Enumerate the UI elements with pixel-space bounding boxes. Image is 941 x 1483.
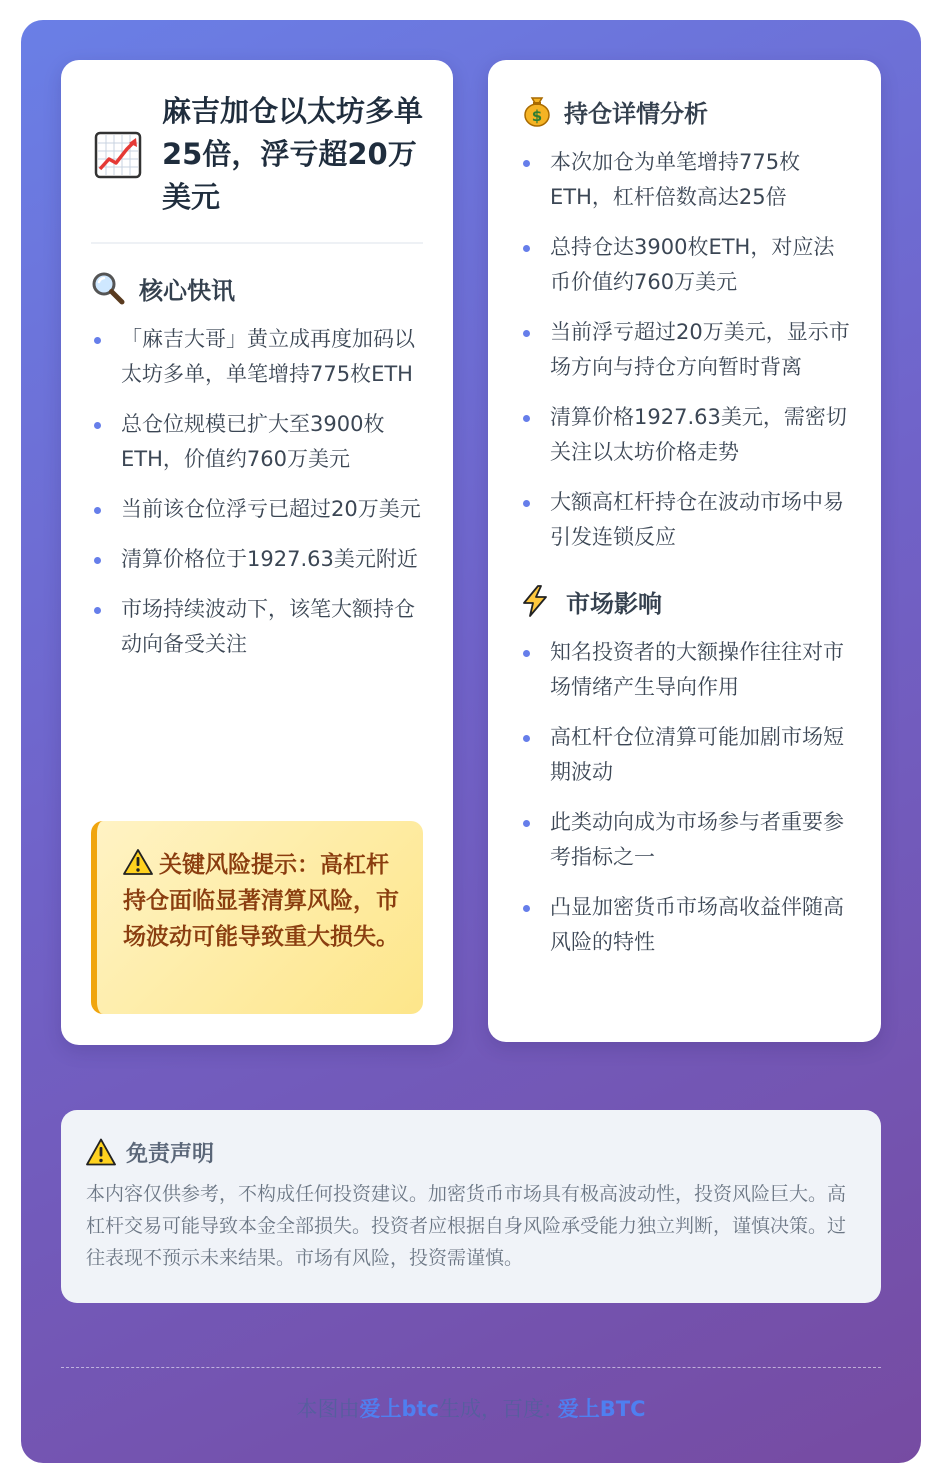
- footer-middle: 生成，百度:: [439, 1397, 558, 1421]
- risk-alert: [123, 847, 399, 955]
- list-item: 总仓位规模已扩大至3900枚ETH，价值约760万美元: [91, 407, 423, 477]
- analysis-card: [488, 60, 881, 1042]
- list-item: 当前浮亏超过20万美元，显示市场方向与持仓方向暂时背离: [520, 315, 851, 385]
- page-title: 麻吉加仓以太坊多单25倍，浮亏超20万美元: [162, 94, 424, 214]
- footer-divider: [61, 1367, 881, 1368]
- impact-list: [520, 635, 851, 960]
- lightning-icon: [518, 584, 552, 618]
- risk-alert-text: 关键风险提示：高杠杆持仓面临显著清算风险，市场波动可能导致重大损失。: [123, 852, 399, 950]
- warning-icon: [86, 1138, 116, 1166]
- list-item: 大额高杠杆持仓在波动市场中易引发连锁反应: [520, 485, 851, 555]
- money-bag-icon: [520, 94, 554, 128]
- title-row: [91, 90, 423, 219]
- position-section-header: [520, 93, 851, 129]
- core-section-header: [91, 270, 423, 306]
- footer: [21, 1393, 921, 1425]
- list-item: 「麻吉大哥」黄立成再度加码以太坊多单，单笔增持775枚ETH: [91, 322, 423, 392]
- list-item: 当前该仓位浮亏已超过20万美元: [91, 492, 423, 527]
- list-item: 高杠杆仓位清算可能加剧市场短期波动: [520, 720, 851, 790]
- footer-prefix: 本图由: [296, 1397, 360, 1421]
- disclaimer-box: [61, 1110, 881, 1303]
- impact-section-header: [520, 583, 851, 619]
- svg-text:$: $: [531, 107, 543, 125]
- risk-alert-box: [91, 821, 423, 1014]
- list-item: 此类动向成为市场参与者重要参考指标之一: [520, 805, 851, 875]
- impact-section-title: 市场影响: [566, 589, 662, 618]
- position-list: [520, 145, 851, 555]
- position-section-title: 持仓详情分析: [564, 99, 708, 128]
- footer-brand-link[interactable]: 爱上btc: [359, 1397, 439, 1421]
- title-divider: [91, 242, 423, 244]
- core-list: [91, 322, 423, 662]
- list-item: 凸显加密货币市场高收益伴随高风险的特性: [520, 890, 851, 960]
- footer-baidu-link[interactable]: 爱上BTC: [557, 1397, 646, 1421]
- list-item: 市场持续波动下，该笔大额持仓动向备受关注: [91, 592, 423, 662]
- warning-icon: [123, 849, 153, 875]
- list-item: 总持仓达3900枚ETH，对应法币价值约760万美元: [520, 230, 851, 300]
- magnifier-icon: [91, 271, 125, 305]
- disclaimer-title: 免责声明: [126, 1141, 215, 1167]
- disclaimer-text: 本内容仅供参考，不构成任何投资建议。加密货币市场具有极高波动性，投资风险巨大。高杠杆交易可能导致本金全部损失。投资者应根据自身风险承受能力独立判断，谨慎决策。过往表现不预示未来结果。市场有风险，投资需谨慎。: [86, 1183, 847, 1269]
- list-item: 清算价格1927.63美元，需密切关注以太坊价格走势: [520, 400, 851, 470]
- news-card: [61, 60, 453, 1045]
- disclaimer-header: [86, 1136, 855, 1168]
- chart-increasing-icon: [94, 131, 142, 179]
- core-section-title: 核心快讯: [139, 276, 235, 305]
- list-item: 知名投资者的大额操作往往对市场情绪产生导向作用: [520, 635, 851, 705]
- list-item: 清算价格位于1927.63美元附近: [91, 542, 423, 577]
- list-item: 本次加仓为单笔增持775枚ETH，杠杆倍数高达25倍: [520, 145, 851, 215]
